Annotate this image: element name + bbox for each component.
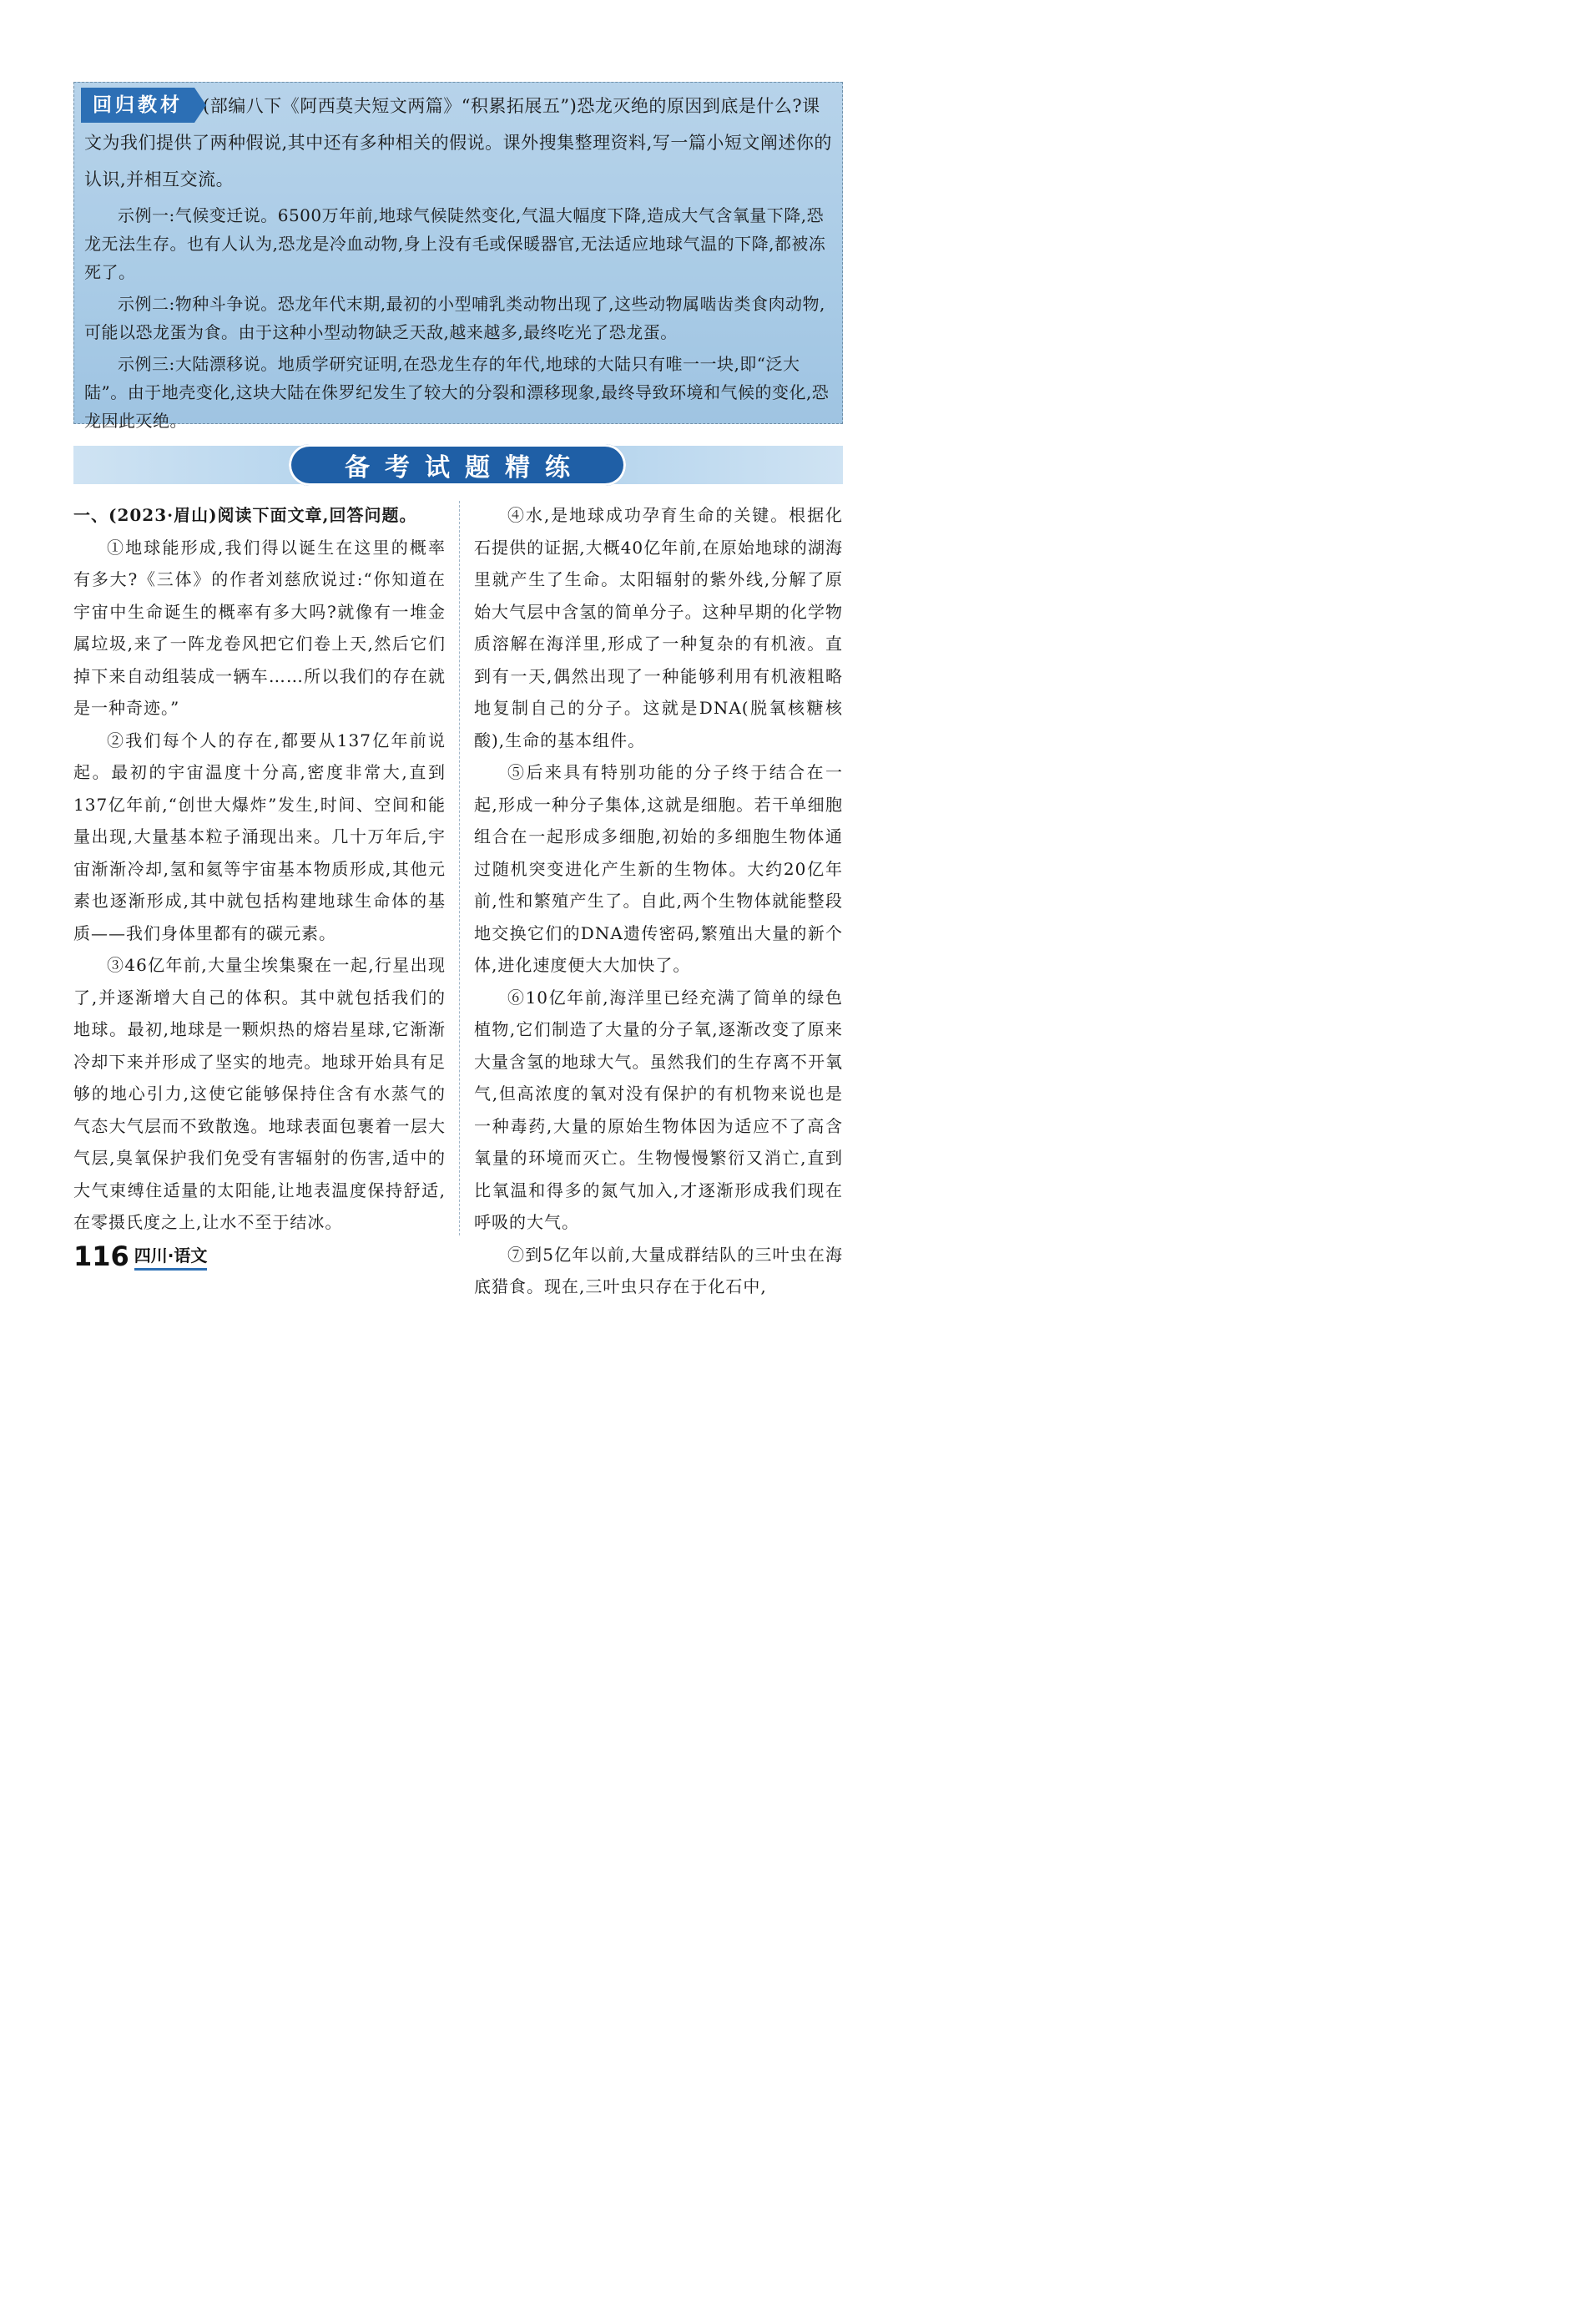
paragraph-5: ⑤后来具有特别功能的分子终于结合在一起,形成一种分子集体,这就是细胞。若干单细胞组合在一起形成多细胞,初始的多细胞生物体通过随机突变进化产生新的生物体。大约20亿年前,性和繁殖产生了。自此,两个生物体就能整段地交换它们的DNA遗传密码,繁殖出大量的新个体,进化速度便大大加快了。 — [474, 762, 843, 975]
left-column — [73, 499, 446, 1239]
column-divider — [459, 501, 460, 1235]
page-footer — [73, 1242, 207, 1271]
review-intro: (部编八下《阿西莫夫短文两篇》“积累拓展五”)恐龙灭绝的原因到底是什么?课文为我们提供了两种假说,其中还有多种相关的假说。课外搜集整理资料,写一篇小短文阐述你的认识,并相互交流。 — [84, 96, 832, 189]
section-banner — [73, 446, 843, 484]
paragraph-7: ⑦到5亿年以前,大量成群结队的三叶虫在海底猎食。现在,三叶虫只存在于化石中, — [474, 1244, 843, 1296]
page-number: 116 — [73, 1240, 129, 1272]
paragraph-4: ④水,是地球成功孕育生命的关键。根据化石提供的证据,大概40亿年前,在原始地球的湖海里就产生了生命。太阳辐射的紫外线,分解了原始大气层中含氢的简单分子。这种早期的化学物质溶解在海洋里,形成了一种复杂的有机液。直到有一天,偶然出现了一种能够利用有机液粗略地复制自己的分子。这就是DNA(脱氧核糖核酸),生命的基本组件。 — [474, 505, 843, 750]
review-example-3: 示例三:大陆漂移说。地质学研究证明,在恐龙生存的年代,地球的大陆只有唯一一块,即“泛大陆”。由于地壳变化,这块大陆在侏罗纪发生了较大的分裂和漂移现象,最终导致环境和气候的变化,恐龙因此灭绝。 — [84, 354, 830, 431]
paragraph-3: ③46亿年前,大量尘埃集聚在一起,行星出现了,并逐渐增大自己的体积。其中就包括我们的地球。最初,地球是一颗炽热的熔岩星球,它渐渐冷却下来并形成了坚实的地壳。地球开始具有足够的地心引力,这使它能够保持住含有水蒸气的气态大气层而不致散逸。地球表面包裹着一层大气层,臭氧保护我们免受有害辐射的伤害,适中的大气束缚住适量的太阳能,让地表温度保持舒适,在零摄氏度之上,让水不至于结冰。 — [73, 955, 446, 1232]
paragraph-6: ⑥10亿年前,海洋里已经充满了简单的绿色植物,它们制造了大量的分子氧,逐渐改变了原来大量含氢的地球大气。虽然我们的生存离不开氧气,但高浓度的氧对没有保护的有机物来说也是一种毒药,大量的原始生物体因为适应不了高含氧量的环境而灭亡。生物慢慢繁衍又消亡,直到比氧温和得多的氮气加入,才逐渐形成我们现在呼吸的大气。 — [474, 987, 843, 1232]
textbook-review-box — [73, 82, 843, 431]
section-title: 备考试题精练 — [289, 444, 626, 486]
paragraph-2: ②我们每个人的存在,都要从137亿年前说起。最初的宇宙温度十分高,密度非常大,直到137亿年前,“创世大爆炸”发生,时间、空间和能量出现,大量基本粒子涌现出来。几十万年后,宇宙渐渐冷却,氢和氦等宇宙基本物质形成,其他元素也逐渐形成,其中就包括构建地球生命体的基质——我们身体里都有的碳元素。 — [73, 730, 446, 943]
question-heading: 一、(2023·眉山)阅读下面文章,回答问题。 — [73, 505, 417, 525]
review-example-1: 示例一:气候变迁说。6500万年前,地球气候陡然变化,气温大幅度下降,造成大气含氧量下降,恐龙无法生存。也有人认为,恐龙是冷血动物,身上没有毛或保暖器官,无法适应地球气温的下降,都被冻死了。 — [84, 205, 826, 282]
paragraph-1: ①地球能形成,我们得以诞生在这里的概率有多大?《三体》的作者刘慈欣说过:“你知道在宇宙中生命诞生的概率有多大吗?就像有一堆金属垃圾,来了一阵龙卷风把它们卷上天,然后它们掉下来自动组装成一辆车……所以我们的存在就是一种奇迹。” — [73, 537, 446, 718]
right-column — [474, 499, 843, 1303]
footer-label: 四川·语文 — [134, 1245, 208, 1271]
review-example-2: 示例二:物种斗争说。恐龙年代末期,最初的小型哺乳类动物出现了,这些动物属啮齿类食肉动物,可能以恐龙蛋为食。由于这种小型动物缺乏天敌,越来越多,最终吃光了恐龙蛋。 — [84, 294, 825, 342]
review-tag: 回归教材 — [81, 88, 194, 123]
